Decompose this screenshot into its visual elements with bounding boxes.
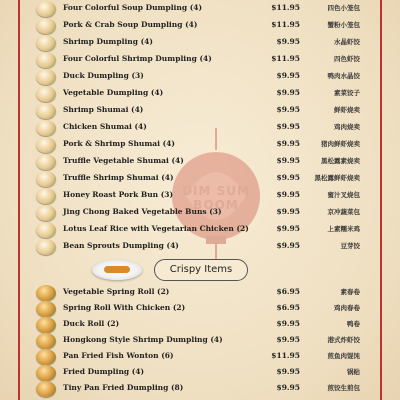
menu-item[interactable] xyxy=(0,239,400,256)
dish-photo xyxy=(36,205,56,221)
menu-item[interactable] xyxy=(0,69,400,86)
menu-item[interactable] xyxy=(0,365,400,382)
item-chinese-name: 鸭卷 xyxy=(347,320,360,328)
menu-item[interactable] xyxy=(0,333,400,350)
dish-photo xyxy=(36,137,56,153)
item-price: $11.95 xyxy=(271,20,300,29)
menu-item[interactable] xyxy=(0,120,400,137)
item-price: $9.95 xyxy=(276,173,300,182)
item-chinese-name: 蟹粉小笼包 xyxy=(327,21,360,29)
spring-roll-plate-photo xyxy=(92,260,142,280)
dish-photo xyxy=(36,69,56,85)
item-chinese-name: 蜜汁叉烧包 xyxy=(327,191,360,199)
item-name: Tiny Pan Fried Dumpling (8) xyxy=(63,383,184,392)
item-price: $9.95 xyxy=(276,383,300,392)
item-name: Chicken Shumai (4) xyxy=(63,122,147,131)
item-name: Vegetable Dumpling (4) xyxy=(63,88,164,97)
item-name: Duck Roll (2) xyxy=(63,319,120,328)
item-price: $9.95 xyxy=(276,241,300,250)
dish-photo xyxy=(36,18,56,34)
item-chinese-name: 锅贴 xyxy=(347,368,360,376)
item-name: Shrimp Dumpling (4) xyxy=(63,37,153,46)
item-price: $11.95 xyxy=(271,3,300,12)
item-name: Spring Roll With Chicken (2) xyxy=(63,303,186,312)
item-price: $6.95 xyxy=(276,303,300,312)
dish-photo xyxy=(36,285,56,301)
menu-item[interactable] xyxy=(0,137,400,154)
dish-photo xyxy=(36,35,56,51)
item-price: $9.95 xyxy=(276,156,300,165)
item-price: $9.95 xyxy=(276,37,300,46)
item-chinese-name: 猪肉鲜虾烧卖 xyxy=(321,140,360,148)
menu-item[interactable] xyxy=(0,18,400,35)
menu-item[interactable] xyxy=(0,301,400,318)
item-price: $9.95 xyxy=(276,367,300,376)
menu-item[interactable] xyxy=(0,188,400,205)
item-chinese-name: 黑松露素烧卖 xyxy=(321,157,360,165)
item-chinese-name: 煎鱼肉馄饨 xyxy=(327,352,360,360)
menu-item[interactable] xyxy=(0,349,400,366)
item-name: Vegetable Spring Roll (2) xyxy=(63,287,170,296)
menu-item[interactable] xyxy=(0,103,400,120)
watermark-line-2: BOOM xyxy=(193,198,239,212)
crispy-items-header xyxy=(92,258,252,282)
dish-photo xyxy=(36,52,56,68)
item-name: Pan Fried Fish Wonton (6) xyxy=(63,351,174,360)
dish-photo xyxy=(36,333,56,349)
item-chinese-name: 上素糯米鸡 xyxy=(327,225,360,233)
item-chinese-name: 四色虾饺 xyxy=(334,55,360,63)
item-name: Fried Dumpling (4) xyxy=(63,367,145,376)
item-name: Four Colorful Shrimp Dumpling (4) xyxy=(63,54,212,63)
dish-photo xyxy=(36,317,56,333)
dish-photo xyxy=(36,239,56,255)
dish-photo xyxy=(36,222,56,238)
menu-item[interactable] xyxy=(0,317,400,334)
item-chinese-name: 水晶虾饺 xyxy=(334,38,360,46)
menu-item[interactable] xyxy=(0,52,400,69)
item-name: Pork & Crab Soup Dumpling (4) xyxy=(63,20,198,29)
item-price: $11.95 xyxy=(271,351,300,360)
item-name: Duck Dumpling (3) xyxy=(63,71,144,80)
dish-photo xyxy=(36,188,56,204)
item-chinese-name: 鸡肉春卷 xyxy=(334,304,360,312)
item-chinese-name: 黑松露鲜虾烧卖 xyxy=(314,174,360,182)
item-name: Shrimp Shumai (4) xyxy=(63,105,144,114)
menu-item[interactable] xyxy=(0,171,400,188)
item-name: Four Colorful Soup Dumpling (4) xyxy=(63,3,203,12)
item-price: $6.95 xyxy=(276,287,300,296)
menu-item[interactable] xyxy=(0,285,400,302)
item-name: Truffle Shrimp Shumai (4) xyxy=(63,173,174,182)
item-name: Hongkong Style Shrimp Dumpling (4) xyxy=(63,335,223,344)
item-name: Truffle Vegetable Shumai (4) xyxy=(63,156,184,165)
dish-photo xyxy=(36,120,56,136)
menu-item[interactable] xyxy=(0,381,400,398)
item-chinese-name: 素春卷 xyxy=(340,288,360,296)
item-name: Honey Roast Pork Bun (3) xyxy=(63,190,174,199)
item-price: $9.95 xyxy=(276,335,300,344)
item-chinese-name: 煎饺生煎包 xyxy=(327,384,360,392)
item-price: $9.95 xyxy=(276,88,300,97)
dish-photo xyxy=(36,86,56,102)
item-chinese-name: 港式炸虾饺 xyxy=(327,336,360,344)
item-name: Pork & Shrimp Shumai (4) xyxy=(63,139,175,148)
dish-photo xyxy=(36,381,56,397)
item-price: $9.95 xyxy=(276,122,300,131)
item-price: $9.95 xyxy=(276,319,300,328)
menu-item[interactable] xyxy=(0,205,400,222)
item-price: $9.95 xyxy=(276,71,300,80)
item-chinese-name: 鲜虾烧卖 xyxy=(334,106,360,114)
menu-item[interactable] xyxy=(0,86,400,103)
item-price: $9.95 xyxy=(276,105,300,114)
item-name: Lotus Leaf Rice with Vegetarian Chicken (2) xyxy=(63,224,249,233)
section-title: Crispy Items xyxy=(154,259,248,281)
item-chinese-name: 豆芽饺 xyxy=(340,242,360,250)
item-price: $9.95 xyxy=(276,139,300,148)
dish-photo xyxy=(36,365,56,381)
menu-item[interactable] xyxy=(0,1,400,18)
menu-item[interactable] xyxy=(0,222,400,239)
dish-photo xyxy=(36,301,56,317)
item-chinese-name: 鸡肉烧卖 xyxy=(334,123,360,131)
dish-photo xyxy=(36,171,56,187)
item-chinese-name: 素菜饺子 xyxy=(334,89,360,97)
item-chinese-name: 鸭肉水晶饺 xyxy=(327,72,360,80)
item-chinese-name: 四色小笼包 xyxy=(327,4,360,12)
item-price: $9.95 xyxy=(276,207,300,216)
menu-item[interactable] xyxy=(0,35,400,52)
dish-photo xyxy=(36,1,56,17)
dish-photo xyxy=(36,349,56,365)
item-name: Bean Sprouts Dumpling (4) xyxy=(63,241,179,250)
dish-photo xyxy=(36,103,56,119)
item-price: $9.95 xyxy=(276,224,300,233)
item-price: $11.95 xyxy=(271,54,300,63)
item-name: Jing Chong Baked Vegetable Buns (3) xyxy=(63,207,222,216)
item-price: $9.95 xyxy=(276,190,300,199)
dish-photo xyxy=(36,154,56,170)
menu-item[interactable] xyxy=(0,154,400,171)
watermark-line-1: DIM SUM xyxy=(182,184,250,198)
item-chinese-name: 京冲蔬菜包 xyxy=(327,208,360,216)
